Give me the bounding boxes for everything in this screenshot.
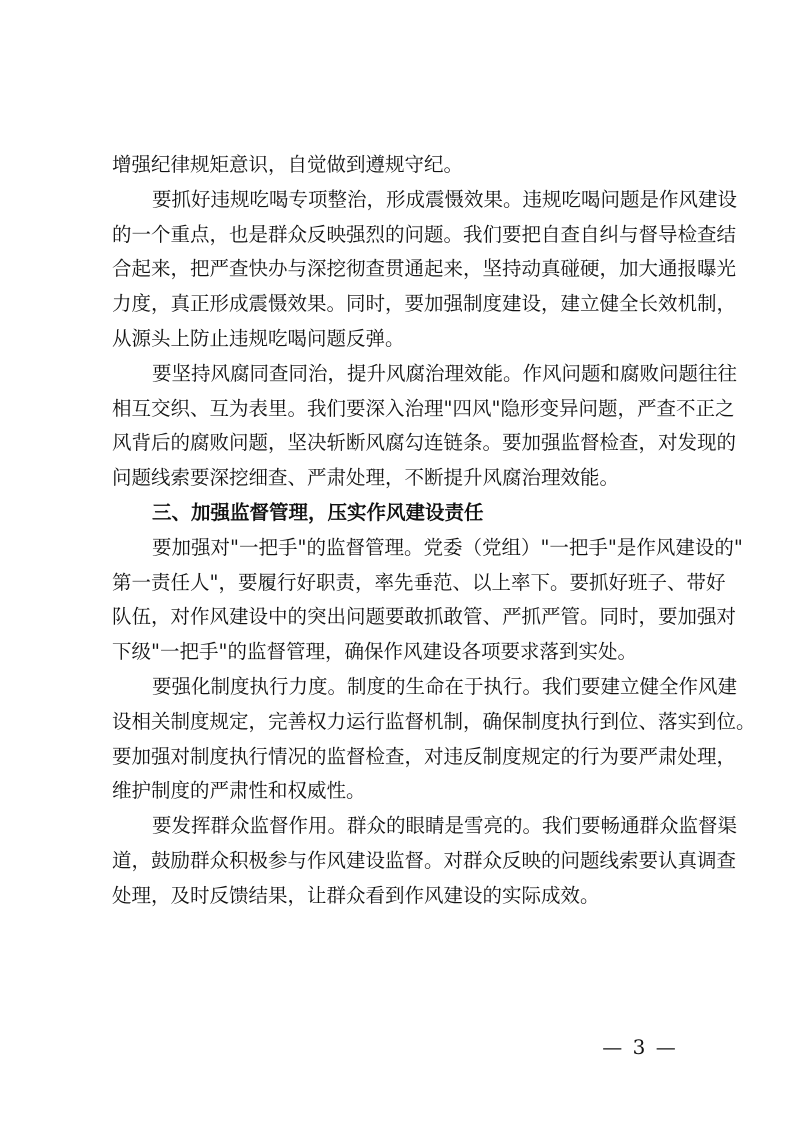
paragraph-line: 要加强对"一把手"的监督管理。党委（党组）"一把手"是作风建设的" — [152, 535, 743, 559]
paragraph-line: 的一个重点，也是群众反映强烈的问题。我们要把自查自纠与督导检查结 — [112, 222, 737, 246]
paragraph-line: 要强化制度执行力度。制度的生命在于执行。我们要建立健全作风建 — [152, 674, 738, 698]
paragraph-line: 要坚持风腐同查同治，提升风腐治理效能。作风问题和腐败问题往往 — [152, 361, 738, 385]
paragraph-line: 从源头上防止违规吃喝问题反弹。 — [112, 326, 405, 350]
paragraph-line: 要加强对制度执行情况的监督检查，对违反制度规定的行为要严肃处理， — [112, 744, 737, 768]
page-number: — 3 — — [602, 1035, 678, 1059]
paragraph-line: 风背后的腐败问题，坚决斩断风腐勾连链条。要加强监督检查，对发现的 — [112, 431, 737, 455]
paragraph-line: 道，鼓励群众积极参与作风建设监督。对群众反映的问题线索要认真调查 — [112, 848, 737, 872]
paragraph-line: 力度，真正形成震慑效果。同时，要加强制度建设，建立健全长效机制， — [112, 292, 737, 316]
paragraph-line: 增强纪律规矩意识，自觉做到遵规守纪。 — [112, 153, 464, 176]
paragraph-line: 下级"一把手"的监督管理，确保作风建设各项要求落到实处。 — [112, 640, 637, 664]
section-heading: 三、加强监督管理，压实作风建设责任 — [152, 500, 484, 524]
paragraph-line: 要抓好违规吃喝专项整治，形成震慑效果。违规吃喝问题是作风建设 — [152, 187, 738, 211]
paragraph-line: 相互交织、互为表里。我们要深入治理"四风"隐形变异问题，严查不正之 — [112, 396, 735, 420]
document-body — [112, 148, 756, 914]
paragraph-line: 合起来，把严查快办与深挖彻查贯通起来，坚持动真碰硬，加大通报曝光 — [112, 257, 737, 281]
paragraph-line: 处理，及时反馈结果，让群众看到作风建设的实际成效。 — [112, 883, 600, 907]
paragraph-line: 队伍，对作风建设中的突出问题要敢抓敢管、严抓严管。同时，要加强对 — [112, 605, 737, 629]
paragraph-line: 要发挥群众监督作用。群众的眼睛是雪亮的。我们要畅通群众监督渠 — [152, 814, 738, 838]
paragraph-line: 第一责任人"，要履行好职责，率先垂范、以上率下。要抓好班子、带好 — [112, 570, 726, 594]
paragraph-line: 问题线索要深挖细查、严肃处理，不断提升风腐治理效能。 — [112, 466, 620, 490]
paragraph-line: 设相关制度规定，完善权力运行监督机制，确保制度执行到位、落实到位。 — [112, 709, 756, 733]
paragraph-line: 维护制度的严肃性和权威性。 — [112, 779, 366, 803]
